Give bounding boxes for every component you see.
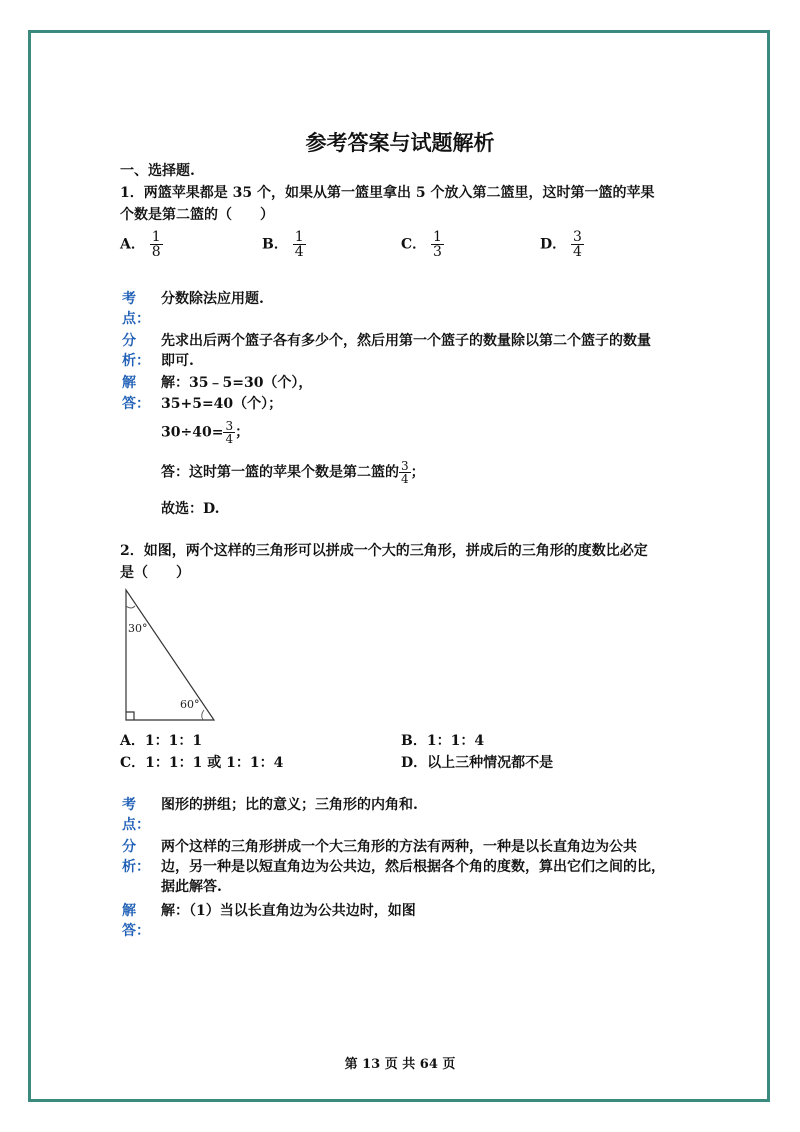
option-fraction [293,230,306,259]
option-letter: D． [540,236,567,253]
q2-solution-step1: 解：（1）当以长直角边为公共边时，如图 [161,903,416,919]
q1-option-b [262,230,306,259]
q2-kaodian-label-2: 点： [122,817,150,833]
answer-fraction [399,460,411,485]
answer-suffix: ； [410,464,425,481]
option-letter: C． [401,236,427,253]
q2-kaodian-label-1: 考 [122,797,136,813]
right-triangle-figure [118,588,218,724]
q1-option-d [540,230,584,259]
q1-choice: 故选：D. [161,501,220,517]
q1-fenxi-line2: 即可. [161,353,194,369]
fraction-denominator: 3 [433,244,442,260]
sol3-fraction [223,420,235,445]
q1-answer [161,460,425,485]
option-fraction [571,230,584,259]
option-letter: B． [262,236,288,253]
q1-text-line2: 个数是第二篮的（ ） [120,207,274,223]
q2-fenxi-line3: 据此解答. [161,879,222,895]
fraction-denominator: 4 [294,244,304,260]
option-fraction [431,230,444,259]
q1-fenxi-label-2: 析： [122,353,150,369]
fraction-denominator: 8 [151,244,161,260]
fraction-denominator: 4 [225,432,234,446]
fraction-numerator: 1 [151,229,161,245]
q2-fenxi-line1: 两个这样的三角形拼成一个大三角形的方法有两种，一种是以长直角边为公共 [161,839,637,855]
q1-option-c [401,230,444,259]
option-letter: A． [120,236,145,253]
q2-fenxi-label-2: 析： [122,859,150,875]
q1-solution-step3 [161,420,249,445]
q2-jieda-label-2: 答： [122,923,150,939]
top-angle-arc [126,606,135,608]
q1-jieda-label-2: 答： [122,396,150,412]
option-fraction [150,230,163,259]
page-title: 参考答案与试题解析 [305,130,495,155]
q1-solution-step2: 35+5=40（个）； [161,396,283,412]
fraction-numerator: 3 [225,419,234,433]
fraction-numerator: 1 [433,229,442,245]
q2-fenxi-line2: 边，另一种是以短直角边为公共边，然后根据各个角的度数，算出它们之间的比， [161,859,665,875]
q2-fenxi-label-1: 分 [122,839,136,855]
q2-jieda-label-1: 解 [122,903,136,919]
angle-label-top: 30° [128,622,148,635]
sol3-suffix: ； [235,424,250,441]
right-angle-mark [126,712,134,720]
fraction-denominator: 4 [573,244,582,260]
q2-option-c: C．1：1：1 或 1：1：4 [120,755,284,771]
sol3-prefix: 30÷40= [161,424,224,441]
fraction-numerator: 3 [573,229,582,245]
q1-text-line1: 1．两篮苹果都是 35 个，如果从第一篮里拿出 5 个放入第二篮里，这时第一篮的苹果 [120,185,655,201]
bottom-angle-arc [202,710,204,720]
fraction-numerator: 3 [401,459,409,473]
q1-option-a [120,230,163,259]
q1-jieda-label-1: 解 [122,375,136,391]
answer-prefix: 答：这时第一篮的苹果个数是第二篮的 [161,464,399,481]
q1-kaodian-text: 分数除法应用题. [161,291,264,307]
triangle-outline [126,590,214,720]
q1-solution-step1: 解：35﹣5=30（个）， [161,375,313,391]
q1-fenxi-label-1: 分 [122,333,136,349]
q1-kaodian-label-2: 点： [122,311,150,327]
section-heading: 一、选择题. [120,163,195,179]
q2-option-d: D．以上三种情况都不是 [401,755,554,771]
q2-option-b: B．1：1：4 [401,733,485,749]
q2-kaodian-text: 图形的拼组；比的意义；三角形的内角和. [161,797,418,813]
q2-text-line2: 是（ ） [120,565,190,581]
q1-fenxi-line1: 先求出后两个篮子各有多少个，然后用第一个篮子的数量除以第二个篮子的数量 [161,333,651,349]
q2-option-a: A．1：1：1 [120,733,203,749]
page-footer: 第 13 页 共 64 页 [344,1057,456,1072]
fraction-denominator: 4 [401,472,409,486]
q1-kaodian-label-1: 考 [122,291,136,307]
angle-label-bottom: 60° [180,698,200,711]
q2-text-line1: 2．如图，两个这样的三角形可以拼成一个大的三角形，拼成后的三角形的度数比必定 [120,543,648,559]
fraction-numerator: 1 [294,229,304,245]
